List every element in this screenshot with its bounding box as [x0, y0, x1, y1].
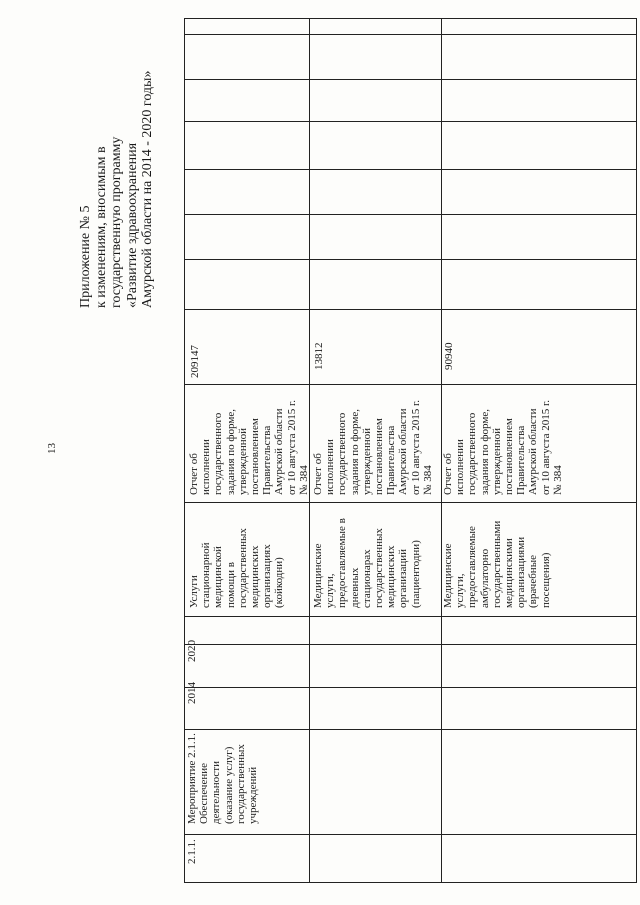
measure-line: учреждений: [247, 766, 260, 824]
table-border: [185, 687, 636, 688]
table-border: [185, 34, 636, 35]
report-line: утвержденной: [360, 427, 373, 495]
table-border: [185, 309, 636, 310]
table-border: [185, 644, 636, 645]
service-line: медицинских: [385, 545, 398, 608]
service-line: амбулаторно: [478, 548, 491, 608]
report-line: № 384: [551, 465, 564, 495]
heading-line: Приложение № 5: [78, 205, 93, 308]
indicator-value: 90940: [443, 342, 455, 370]
report-line: Правительства: [261, 425, 274, 495]
report-basis: [188, 400, 310, 495]
heading-line: государственную программу: [109, 136, 124, 308]
service-line: (пациентодни): [409, 540, 422, 608]
row-number: 2.1.1.: [186, 839, 198, 864]
report-line: утвержденной: [236, 427, 249, 495]
service-line: (врачебные: [527, 555, 540, 608]
report-line: задания по форме,: [224, 409, 237, 495]
report-line: от 10 августа 2015 г.: [285, 400, 298, 495]
measure-description: [186, 733, 259, 824]
service-line: организациях: [261, 544, 274, 608]
service-line: государственными: [490, 520, 503, 608]
table-border: [185, 834, 636, 835]
report-line: исполнении: [200, 439, 213, 495]
heading-line: Амурской области на 2014 - 2020 годы»: [140, 70, 155, 308]
table-border: [185, 121, 636, 122]
report-line: постановлением: [373, 418, 386, 495]
table-border: [185, 214, 636, 215]
service-line: Медицинские: [312, 543, 324, 608]
report-line: постановлением: [249, 418, 262, 495]
report-line: Правительства: [515, 425, 528, 495]
report-line: государственного: [212, 412, 225, 495]
heading-line: к изменениям, вносимым в: [93, 146, 109, 308]
measure-line: деятельности: [210, 761, 223, 824]
report-line: Амурской области: [273, 408, 286, 495]
report-line: государственного: [466, 412, 479, 495]
report-line: от 10 августа 2015 г.: [409, 400, 422, 495]
service-line: организаций: [397, 548, 410, 608]
service-description: [312, 518, 422, 608]
report-line: постановлением: [503, 418, 516, 495]
table-border: [185, 169, 636, 170]
service-line: государственных: [236, 528, 249, 608]
service-line: дневных: [348, 567, 361, 608]
report-line: Амурской области: [527, 408, 540, 495]
report-line: государственного: [336, 412, 349, 495]
report-line: утвержденной: [490, 427, 503, 495]
year-start: 2014: [186, 682, 198, 704]
service-line: государственных: [373, 528, 386, 608]
table-border: [185, 729, 636, 730]
service-line: медицинскими: [503, 538, 516, 608]
service-line: стационарах: [360, 549, 373, 608]
service-description: [188, 528, 286, 608]
report-line: задания по форме,: [348, 409, 361, 495]
appendix-heading: [78, 8, 156, 308]
measure-line: (оказание услуг): [222, 746, 235, 824]
report-line: Отчет об: [188, 453, 200, 495]
service-line: услуги,: [454, 573, 467, 608]
heading-line: «Развитие здравоохранения: [124, 142, 140, 308]
service-description: [442, 521, 552, 608]
service-line: стационарной: [200, 542, 213, 608]
service-line: Медицинские: [442, 543, 454, 608]
report-line: № 384: [297, 465, 310, 495]
table-border: [185, 616, 636, 617]
report-line: исполнении: [324, 439, 337, 495]
indicator-value: 13812: [313, 342, 325, 370]
table-border: [185, 502, 636, 503]
indicator-value: 209147: [189, 345, 201, 378]
report-line: исполнении: [454, 439, 467, 495]
report-line: Амурской области: [397, 408, 410, 495]
service-line: Услуги: [188, 575, 200, 608]
service-line: (койкодни): [273, 557, 286, 608]
measure-line: Мероприятие 2.1.1.: [186, 733, 198, 824]
service-line: предоставляемые: [466, 526, 479, 608]
report-line: Отчет об: [312, 453, 324, 495]
table-border: [185, 79, 636, 80]
page-number: 13: [46, 443, 58, 454]
service-line: медицинских: [249, 545, 262, 608]
service-line: услуги,: [324, 573, 337, 608]
table-border: [185, 384, 636, 385]
report-line: Правительства: [385, 425, 398, 495]
service-line: медицинской: [212, 546, 225, 608]
service-line: посещения): [539, 552, 552, 608]
report-basis: [442, 400, 564, 495]
year-end: 2020: [186, 640, 198, 662]
service-line: организациями: [515, 536, 528, 608]
report-line: задания по форме,: [478, 409, 491, 495]
measure-line: государственных: [234, 744, 247, 824]
report-line: Отчет об: [442, 453, 454, 495]
report-basis: [312, 400, 434, 495]
service-line: предоставляемые в: [336, 518, 349, 608]
report-line: от 10 августа 2015 г.: [539, 400, 552, 495]
service-line: помощи в: [224, 562, 237, 608]
table-border: [185, 259, 636, 260]
report-line: № 384: [421, 465, 434, 495]
measure-line: Обеспечение: [198, 763, 211, 824]
